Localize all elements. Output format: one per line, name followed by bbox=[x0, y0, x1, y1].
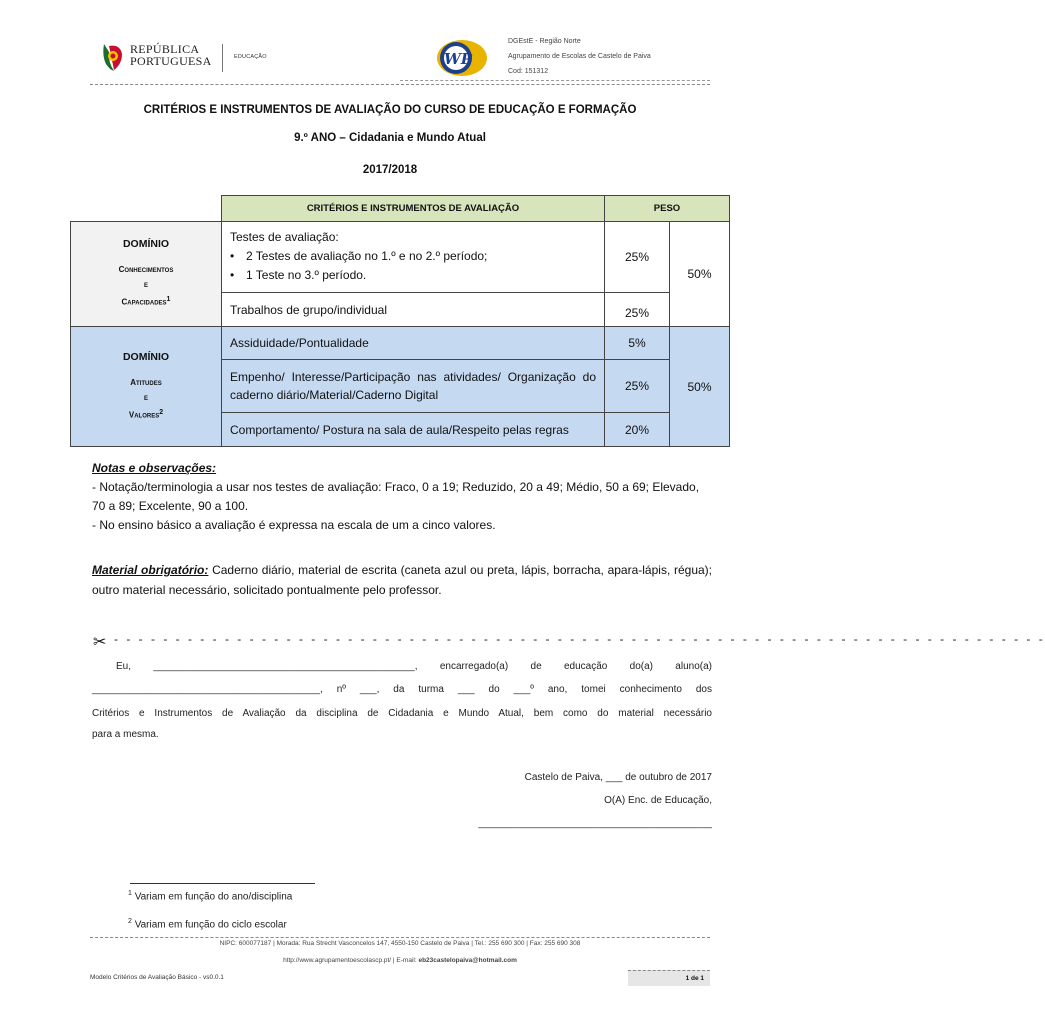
scissors-icon: ✂ bbox=[93, 634, 107, 651]
form-line-2: _________________________________________, nº ___, da turma ___ do ___º ano, tomei conhecimento dos bbox=[92, 684, 712, 695]
tests-label: Testes de avaliação: bbox=[230, 230, 339, 244]
footer-contacts: NIPC: 600077187 | Morada: Rua Strecht Vasconcelos 147, 4550-150 Castelo de Paiva | Tel.: 255 690 300 | Fax: 255 690 308 bbox=[219, 940, 581, 947]
tests-item-1: • 2 Testes de avaliação no 1.º e no 2.º período; bbox=[230, 247, 596, 266]
notes-section bbox=[92, 459, 712, 535]
table-header-weight: PESO bbox=[604, 195, 730, 222]
footnote-1 bbox=[128, 890, 292, 902]
domain-knowledge-total: 50% bbox=[669, 221, 730, 327]
republica-line2: PORTUGUESA bbox=[130, 54, 212, 68]
form-line-1: Eu, _______________________________________________, encarregado(a) de educação do(a) aluno(a) bbox=[116, 661, 712, 672]
school-info bbox=[508, 34, 651, 79]
material-text: Caderno diário, material de escrita (caneta azul ou preta, lápis, borracha, apara-lápis, régua); outro material necessário, solicitado pontualmente pelo professor. bbox=[92, 563, 712, 597]
header-divider bbox=[222, 44, 223, 72]
school-region: DGEstE - Região Norte bbox=[508, 38, 581, 45]
table-header-criteria: CRITÉRIOS E INSTRUMENTOS DE AVALIAÇÃO bbox=[221, 195, 605, 222]
notes-line-1: - Notação/terminologia a usar nos testes de avaliação: Fraco, 0 a 19; Reduzido, 20 a 49; Médio, 50 a 69; Elevado, 70 a 89; Excelente, 90 a 100. bbox=[92, 480, 700, 513]
footnote-2 bbox=[128, 918, 287, 930]
document-subtitle: 9.º ANO – Cidadania e Mundo Atual bbox=[294, 132, 486, 144]
material-heading: Material obrigatório: bbox=[92, 563, 209, 577]
domain-attitudes-title: DOMÍNIO bbox=[122, 350, 170, 363]
tests-item-2: • 1 Teste no 3.º período. bbox=[230, 266, 596, 285]
school-logo-text: WP bbox=[443, 50, 473, 68]
footer-rule bbox=[90, 937, 710, 938]
domain-knowledge-sub3: Capacidades bbox=[121, 297, 167, 307]
domain-attitudes-sub2: e bbox=[143, 392, 148, 402]
footnote-2-text: Variam em função do ciclo escolar bbox=[134, 919, 287, 931]
form-line-3: Critérios e Instrumentos de Avaliação da disciplina de Cidadania e Mundo Atual, bem como do material necessário bbox=[92, 708, 712, 719]
tests-cell bbox=[221, 221, 605, 293]
criteria-table bbox=[70, 195, 730, 447]
footnote-rule bbox=[130, 883, 315, 884]
engagement-label: Empenho/ Interesse/Participação nas atividades/ Organização do caderno diário/Material/Caderno Digital bbox=[221, 359, 605, 413]
notes-line-2: - No ensino básico a avaliação é expressa na escala de um a cinco valores. bbox=[92, 518, 496, 532]
cut-line: - - - - - - - - - - - - - - - - - - - - - - - - - - - - - - - - - - - - - - - - - - - - - - - - - - - - - - - - - - - - - - - - - - - - - - - - - - - - bbox=[114, 632, 1045, 646]
school-logo-icon bbox=[436, 39, 488, 77]
footer-email: eb23castelopaiva@hotmail.com bbox=[418, 957, 517, 964]
behaviour-label: Comportamento/ Postura na sala de aula/Respeito pelas regras bbox=[221, 412, 605, 447]
attendance-label: Assiduidade/Pontualidade bbox=[221, 326, 605, 360]
material-section bbox=[92, 560, 712, 600]
tests-weight: 25% bbox=[604, 221, 670, 293]
place-date: Castelo de Paiva, ___ de outubro de 2017 bbox=[524, 772, 712, 783]
notes-heading: Notas e observações: bbox=[92, 461, 217, 475]
signature-line: __________________________________________ bbox=[478, 818, 712, 829]
domain-attitudes-total: 50% bbox=[669, 326, 730, 447]
domain-knowledge-sub3-wrap bbox=[71, 292, 221, 310]
footnote-2-number: 2 bbox=[128, 918, 132, 925]
domain-attitudes-cell bbox=[70, 326, 222, 447]
group-work-weight: 25% bbox=[604, 292, 670, 327]
domain-attitudes-sub3-wrap bbox=[71, 405, 221, 423]
republica-line1: REPÚBLICA bbox=[130, 42, 200, 56]
document-title: CRITÉRIOS E INSTRUMENTOS DE AVALIAÇÃO DO CURSO DE EDUCAÇÃO E FORMAÇÃO bbox=[143, 104, 637, 116]
domain-knowledge-cell bbox=[70, 221, 222, 327]
attendance-weight: 5% bbox=[604, 326, 670, 360]
signer-label: O(A) Enc. de Educação, bbox=[604, 795, 712, 806]
domain-attitudes-sub3: Valores bbox=[128, 410, 160, 420]
group-work-label: Trabalhos de grupo/individual bbox=[221, 292, 605, 327]
footnote-1-text: Variam em função do ano/disciplina bbox=[134, 891, 293, 903]
engagement-weight: 25% bbox=[604, 359, 670, 413]
page-number: 1 de 1 bbox=[628, 970, 710, 986]
education-unit-label: EDUCAÇÃO bbox=[234, 54, 267, 60]
domain-knowledge-sub2: e bbox=[143, 280, 148, 290]
footnote-1-number: 1 bbox=[128, 890, 132, 897]
school-name: Agrupamento de Escolas de Castelo de Paiva bbox=[508, 53, 651, 60]
footnote-ref-1: 1 bbox=[166, 296, 171, 304]
footnote-ref-2: 2 bbox=[159, 408, 164, 416]
footer-url: http://www.agrupamentoescolascp.pt/ | E-mail: bbox=[283, 957, 419, 964]
domain-knowledge-title: DOMÍNIO bbox=[122, 238, 170, 251]
header-rule bbox=[90, 84, 710, 85]
coat-of-arms-icon bbox=[100, 42, 124, 72]
footer-web bbox=[90, 957, 710, 964]
school-year: 2017/2018 bbox=[362, 164, 418, 176]
form-line-4: para a mesma. bbox=[92, 729, 159, 740]
domain-attitudes-sub1: Atitudes bbox=[130, 377, 162, 387]
republica-portuguesa-text bbox=[130, 43, 212, 67]
header-rule-short bbox=[400, 80, 710, 81]
behaviour-weight: 20% bbox=[604, 412, 670, 447]
domain-knowledge-sub1: Conhecimentos bbox=[118, 265, 174, 275]
footer-model-version: Modelo Critérios de Avaliação Básico - vs0.0.1 bbox=[90, 974, 224, 981]
school-code: Cod: 151312 bbox=[508, 68, 549, 75]
